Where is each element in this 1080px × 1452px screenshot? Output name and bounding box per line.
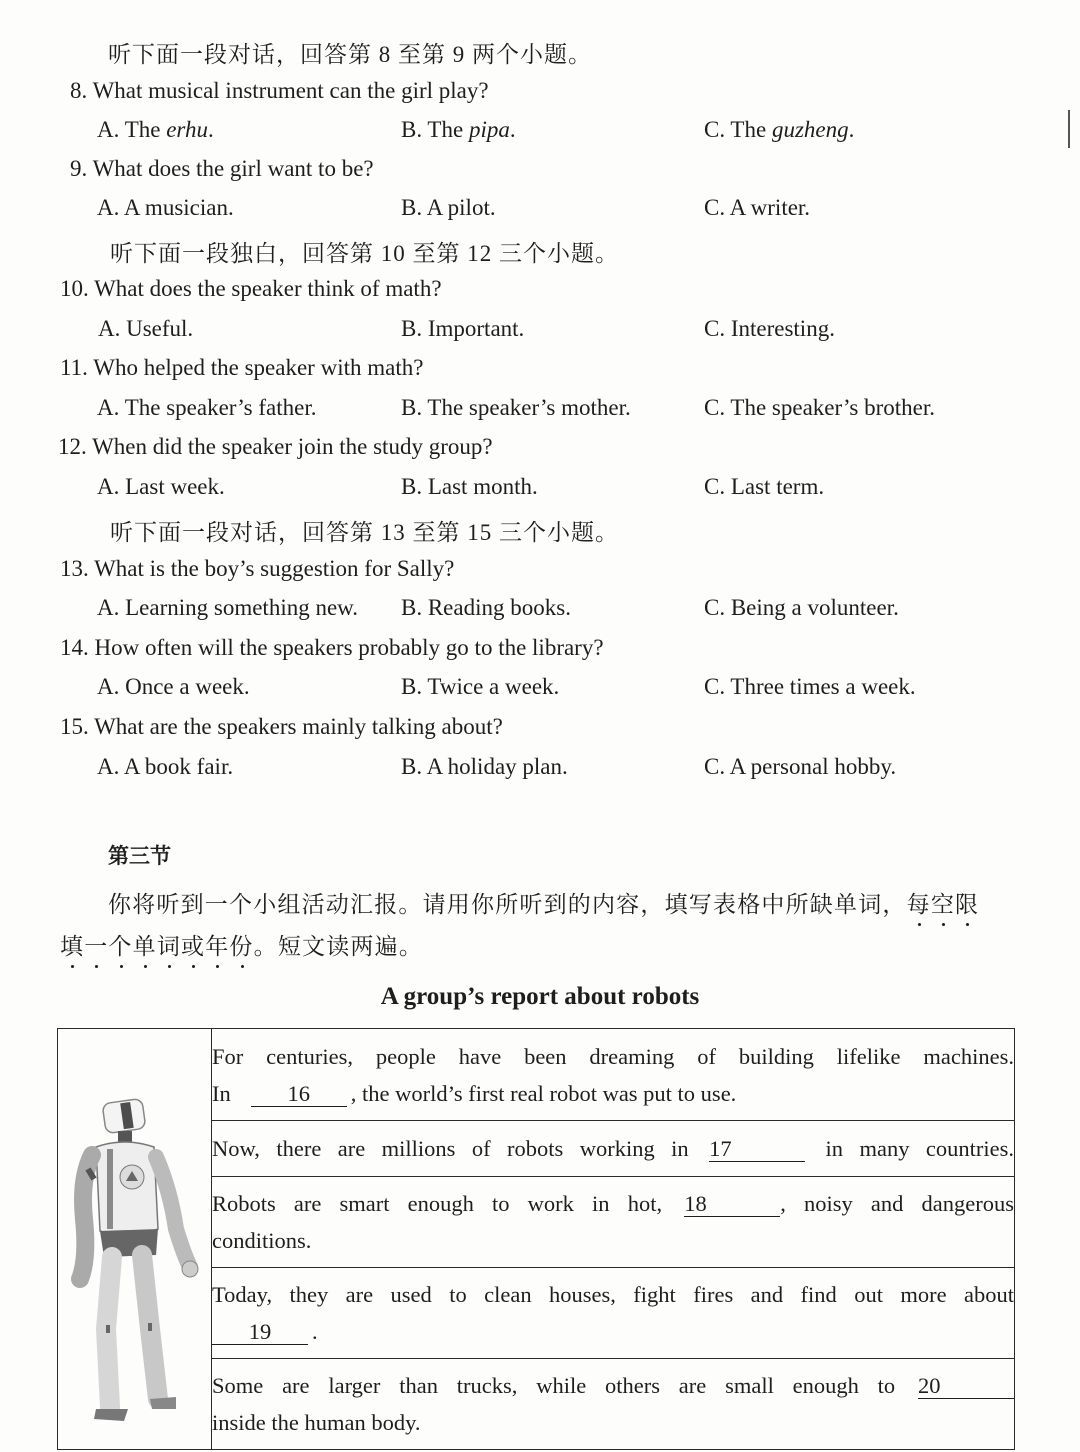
question-13-stem: 13. What is the boy’s suggestion for Sally? [60,556,455,581]
instruction-8-9: 听下面一段对话，回答第 8 至第 9 两个小题。 [108,42,592,67]
question-14-option-a[interactable]: A. Once a week. [97,674,250,699]
question-15-stem: 15. What are the speakers mainly talking about? [60,714,503,739]
question-8-option-c[interactable]: C. The guzheng. [704,117,855,142]
question-8-option-b[interactable]: B. The pipa. [401,117,516,142]
question-12-option-a[interactable]: A. Last week. [97,474,225,499]
question-9-option-c[interactable]: C. A writer. [704,195,811,220]
question-10-option-c[interactable]: C. Interesting. [704,316,835,341]
blank-19[interactable]: 19 [212,1320,308,1345]
instruction-13-15: 听下面一段对话，回答第 13 至第 15 三个小题。 [110,520,619,545]
question-13-option-c[interactable]: C. Being a volunteer. [704,595,899,620]
report-row-16: For centuries, people have been dreaming of building lifelike machines. In 16 , the world’s first real robot was put to use. [212,1029,1015,1121]
question-15-option-a[interactable]: A. A book fair. [97,754,234,779]
blank-16[interactable]: 16 [251,1082,347,1107]
question-13-option-a[interactable]: A. Learning something new. [97,595,359,620]
question-12-option-b[interactable]: B. Last month. [401,474,538,499]
question-13-option-b[interactable]: B. Reading books. [401,595,571,620]
question-15-option-b[interactable]: B. A holiday plan. [401,754,568,779]
question-15-option-c[interactable]: C. A personal hobby. [704,754,897,779]
report-row-17: Now, there are millions of robots working in 17 in many countries. [212,1121,1015,1177]
question-11-stem: 11. Who helped the speaker with math? [60,355,424,380]
question-11-option-a[interactable]: A. The speaker’s father. [97,395,317,420]
page-edge-mark [1068,110,1070,148]
question-9-option-a[interactable]: A. A musician. [97,195,234,220]
blank-17[interactable]: 17 [709,1137,805,1162]
robot-icon [58,1029,211,1443]
section-3-instruction-line2: 填一个单词或年份。短文读两遍。 [60,934,424,959]
question-11-option-c[interactable]: C. The speaker’s brother. [704,395,936,420]
question-12-option-c[interactable]: C. Last term. [704,474,825,499]
question-10-option-a[interactable]: A. Useful. [98,316,194,341]
report-row-18: Robots are smart enough to work in hot, 18 , noisy and dangerous conditions. [212,1176,1015,1267]
question-9-stem: 9. What does the girl want to be? [70,156,374,181]
section-3-title: 第三节 [108,844,171,868]
question-8-option-a[interactable]: A. The erhu. [97,117,214,142]
question-8-stem: 8. What musical instrument can the girl play? [70,78,489,103]
question-9-option-b[interactable]: B. A pilot. [401,195,496,220]
blank-18[interactable]: 18 [684,1192,780,1217]
report-title: A group’s report about robots [380,983,700,1010]
question-12-stem: 12. When did the speaker join the study group? [58,434,493,459]
question-10-option-b[interactable]: B. Important. [401,316,525,341]
instruction-10-12: 听下面一段独白，回答第 10 至第 12 三个小题。 [110,241,619,266]
section-3-instruction-line1: 你将听到一个小组活动汇报。请用你所听到的内容，填写表格中所缺单词，每空限 [108,892,980,917]
question-11-option-b[interactable]: B. The speaker’s mother. [401,395,631,420]
question-14-stem: 14. How often will the speakers probably go to the library? [60,635,604,660]
report-table [57,1028,1015,1450]
blank-20[interactable]: 20 [918,1374,1014,1399]
robot-image-cell [58,1029,212,1450]
report-row-19: Today, they are used to clean houses, fight fires and find out more about 19 . [212,1267,1015,1358]
report-row-20: Some are larger than trucks, while others are small enough to 20 inside the human body. [212,1358,1015,1449]
question-10-stem: 10. What does the speaker think of math? [60,276,442,301]
question-14-option-b[interactable]: B. Twice a week. [401,674,560,699]
question-14-option-c[interactable]: C. Three times a week. [704,674,916,699]
